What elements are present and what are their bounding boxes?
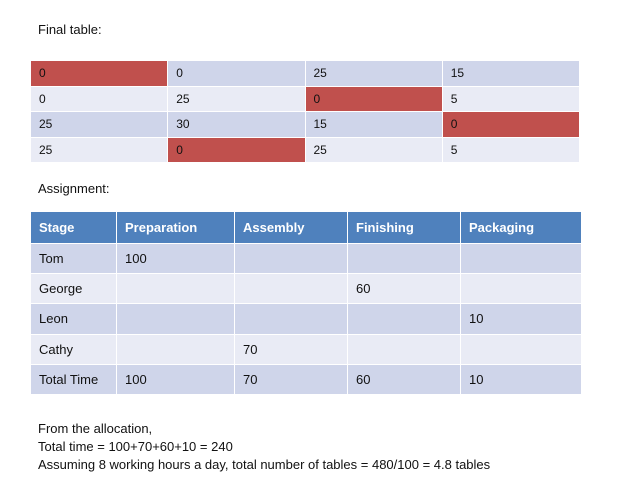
assignment-cell <box>117 274 235 304</box>
final-table-cell-assigned: 0 <box>305 86 442 112</box>
assignment-table <box>30 211 582 395</box>
assignment-cell <box>461 334 582 364</box>
total-cell: 10 <box>461 364 582 394</box>
assignment-cell <box>461 244 582 274</box>
assignment-cell: 10 <box>461 304 582 334</box>
assignment-cell <box>235 304 348 334</box>
final-table-cell: 0 <box>31 86 168 112</box>
final-table-cell: 25 <box>305 137 442 163</box>
final-table-label: Final table: <box>38 22 102 37</box>
assignment-row-leon <box>31 304 582 334</box>
assignment-header-row <box>31 212 582 244</box>
total-cell: 100 <box>117 364 235 394</box>
total-cell: 60 <box>348 364 461 394</box>
assignment-cell <box>348 334 461 364</box>
final-table-cell: 15 <box>442 61 579 87</box>
assignment-cell: 70 <box>235 334 348 364</box>
header-stage: Stage <box>31 212 117 244</box>
assignment-row-cathy <box>31 334 582 364</box>
allocation-summary <box>38 420 490 474</box>
final-table-cell-assigned: 0 <box>31 61 168 87</box>
final-table-cell: 5 <box>442 137 579 163</box>
final-table-cell: 5 <box>442 86 579 112</box>
assignment-cell <box>117 304 235 334</box>
total-cell: 70 <box>235 364 348 394</box>
stage-name: Cathy <box>31 334 117 364</box>
final-table <box>30 60 580 163</box>
final-table-cell: 30 <box>168 112 305 138</box>
summary-line: From the allocation, <box>38 421 153 436</box>
header-assembly: Assembly <box>235 212 348 244</box>
final-table-cell: 25 <box>168 86 305 112</box>
assignment-cell: 100 <box>117 244 235 274</box>
assignment-cell <box>235 244 348 274</box>
final-table-cell: 25 <box>31 137 168 163</box>
final-table-cell-assigned: 0 <box>168 137 305 163</box>
final-table-row <box>31 137 580 163</box>
stage-name: Total Time <box>31 364 117 394</box>
assignment-cell <box>348 304 461 334</box>
assignment-cell <box>235 274 348 304</box>
assignment-cell <box>117 334 235 364</box>
final-table-cell: 25 <box>305 61 442 87</box>
final-table-row <box>31 112 580 138</box>
final-table-cell: 25 <box>31 112 168 138</box>
assignment-cell <box>461 274 582 304</box>
final-table-cell: 0 <box>168 61 305 87</box>
final-table-cell-assigned: 0 <box>442 112 579 138</box>
final-table-row <box>31 86 580 112</box>
assignment-row-tom <box>31 244 582 274</box>
final-table-row <box>31 61 580 87</box>
header-packaging: Packaging <box>461 212 582 244</box>
assignment-cell: 60 <box>348 274 461 304</box>
final-table-cell: 15 <box>305 112 442 138</box>
stage-name: Tom <box>31 244 117 274</box>
header-preparation: Preparation <box>117 212 235 244</box>
assignment-label: Assignment: <box>38 181 110 196</box>
assignment-row-george <box>31 274 582 304</box>
summary-line: Assuming 8 working hours a day, total number of tables = 480/100 = 4.8 tables <box>38 457 491 472</box>
stage-name: George <box>31 274 117 304</box>
summary-line: Total time = 100+70+60+10 = 240 <box>38 439 233 454</box>
assignment-cell <box>348 244 461 274</box>
header-finishing: Finishing <box>348 212 461 244</box>
stage-name: Leon <box>31 304 117 334</box>
assignment-row-total <box>31 364 582 394</box>
